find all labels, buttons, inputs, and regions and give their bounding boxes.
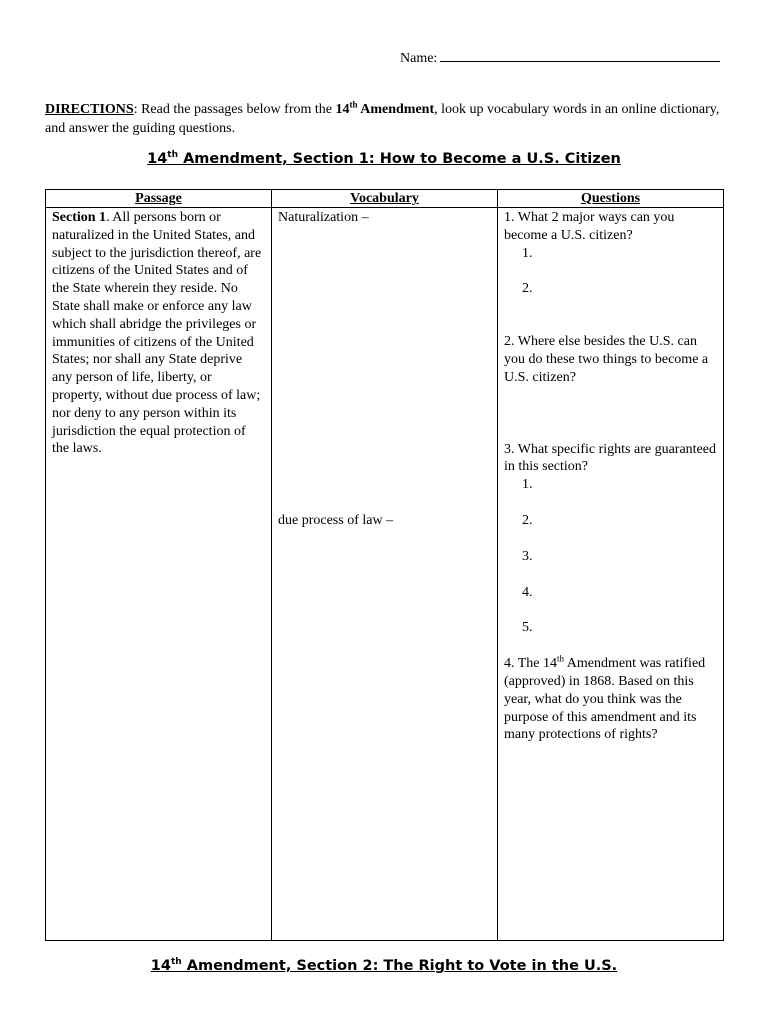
- directions-text-before: : Read the passages below from the: [133, 102, 336, 117]
- directions-paragraph: [45, 100, 725, 138]
- question-4-sup: th: [557, 653, 565, 664]
- question-4: [504, 655, 717, 744]
- passage-cell: [46, 208, 272, 941]
- name-blank-line[interactable]: [440, 47, 720, 62]
- directions-text-after: , look up vocabulary words in an online dictionary, and answer the guiding questions.: [45, 102, 720, 136]
- passage-text: . All persons born or naturalized in the United States, and subject to the jurisdiction thereof, are citizens of the United States and of the State wherein they reside. No State shall make or enforce any law which shall abridge the privileges or immunities of citizens of the United States; nor shall any State deprive any person of life, liberty, or property, without due process of law; nor deny to any person within its jurisdiction the equal protection of the laws.: [52, 210, 262, 457]
- question-4-after: Amendment was ratified (approved) in 1868. Based on this year, what do you think was the purpose of this amendment and its many protections of rights?: [504, 656, 706, 743]
- table-header-row: [46, 190, 724, 208]
- section1-heading-sup: th: [167, 150, 179, 161]
- vocabulary-column-header: Vocabulary: [272, 190, 498, 208]
- question-1-answer-1: 1.: [522, 245, 533, 261]
- section1-heading-num: 14: [147, 151, 168, 167]
- vocab-naturalization: Naturalization –: [278, 210, 369, 225]
- section2-heading-num: 14: [150, 958, 171, 974]
- questions-cell[interactable]: [498, 208, 724, 941]
- vocabulary-cell[interactable]: [272, 208, 498, 941]
- question-3-answer-5: 5.: [522, 620, 533, 636]
- vocab-due-process: due process of law –: [278, 512, 394, 528]
- section1-heading-title: Amendment, Section 1: How to Become a U.S. Citizen: [178, 151, 621, 167]
- worksheet-table: [45, 189, 724, 941]
- section2-heading-title: Amendment, Section 2: The Right to Vote in the U.S.: [181, 958, 618, 974]
- name-field[interactable]: [400, 47, 720, 67]
- question-3-answer-1: 1.: [522, 477, 533, 493]
- question-3-answer-4: 4.: [522, 584, 533, 600]
- question-4-before: 4. The 14: [504, 656, 558, 672]
- directions-amendment-word: Amendment: [357, 102, 435, 117]
- question-1: 1. What 2 major ways can you become a U.S. citizen?: [504, 210, 675, 243]
- section1-heading: [0, 151, 768, 167]
- directions-label: DIRECTIONS: [45, 102, 134, 117]
- section2-heading-sup: th: [170, 957, 182, 968]
- question-2: 2. Where else besides the U.S. can you do these two things to become a U.S. citizen?: [504, 334, 709, 385]
- section2-heading: [0, 958, 768, 974]
- question-3-answer-3: 3.: [522, 548, 533, 564]
- directions-amendment-sup: th: [349, 99, 358, 110]
- passage-column-header: Passage: [46, 190, 272, 208]
- question-1-answer-2: 2.: [522, 281, 533, 297]
- passage-section-label: Section 1: [52, 210, 107, 225]
- question-3-answer-2: 2.: [522, 512, 533, 528]
- questions-column-header: Questions: [498, 190, 724, 208]
- question-3: 3. What specific rights are guaranteed in this section?: [504, 441, 716, 475]
- name-label: Name:: [400, 51, 438, 66]
- directions-amendment-num: 14: [335, 102, 350, 117]
- table-row: [46, 208, 724, 941]
